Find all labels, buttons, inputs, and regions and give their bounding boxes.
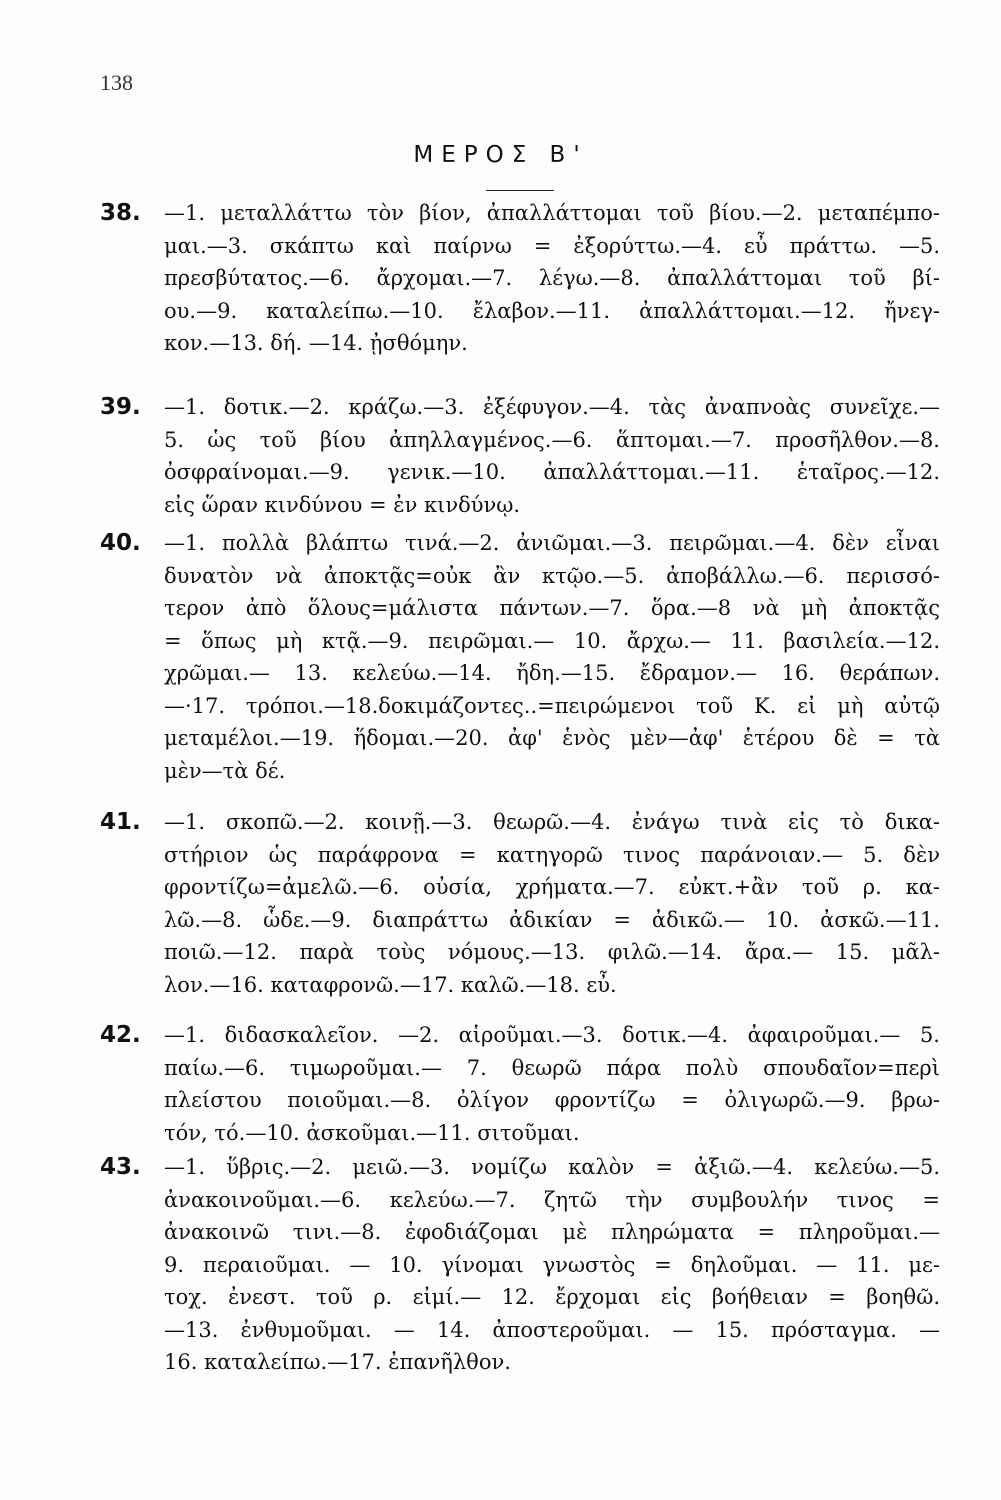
text-line: —·17. τρόποι.—18.δοκιμάζοντες..=πειρώμενοι τοῦ Κ. εἰ μὴ αὐτῷ [164, 693, 940, 718]
text-line: ἀνακοινῶ τινι.—8. ἐφοδιάζομαι μὲ πληρώματα = πληροῦμαι.— [164, 1220, 940, 1244]
exercise-entry [100, 1152, 940, 1380]
text-line: χρῶμαι.— 13. κελεύω.—14. ἤδη.—15. ἔδραμον.— 16. θεράπων. [164, 661, 940, 685]
text-line: πρεσβύτατος.—6. ἄρχομαι.—7. λέγω.—8. ἀπαλλάττομαι τοῦ βί- [164, 266, 940, 290]
text-line: μαι.—3. σκάπτω καὶ παίρνω = ἐξορύττω.—4. εὖ πράττω. —5. [164, 233, 940, 258]
text-line: ποιῶ.—12. παρὰ τοὺς νόμους.—13. φιλῶ.—14. ἄρα.— 15. μᾶλ- [164, 940, 940, 964]
exercise-number: 41. [100, 809, 141, 835]
exercise-entry [100, 807, 940, 1002]
text-line: —1. πολλὰ βλάπτω τινά.—2. ἀνιῶμαι.—3. πειρῶμαι.—4. δὲν εἶναι [164, 531, 940, 555]
text-line: —1. διδασκαλεῖον. —2. αἱροῦμαι.—3. δοτικ.—4. ἀφαιροῦμαι.— 5. [164, 1023, 940, 1047]
text-line: μεταμέλοι.—19. ἥδομαι.—20. ἀφ' ἑνὸς μὲν—ἀφ' ἑτέρου δὲ = τὰ [164, 726, 940, 750]
text-line: ὀσφραίνομαι.—9. γενικ.—10. ἀπαλλάττομαι.—11. ἑταῖρος.—12. [164, 460, 940, 484]
text-line: λῶ.—8. ὧδε.—9. διαπράττω ἀδικίαν = ἀδικῶ.— 10. ἀσκῶ.—11. [164, 907, 940, 932]
text-line: λον.—16. καταφρονῶ.—17. καλῶ.—18. εὖ. [164, 972, 617, 997]
text-line: 9. περαιοῦμαι. — 10. γίνομαι γνωστὸς = δηλοῦμαι. — 11. με- [164, 1252, 940, 1277]
section-title: ΜΕΡΟΣ Β' [413, 142, 588, 168]
exercise-entry [100, 392, 940, 522]
text-line: —1. μεταλλάττω τὸν βίον, ἀπαλλάττομαι τοῦ βίου.—2. μεταπέμπο- [164, 201, 940, 225]
title-divider [486, 190, 554, 191]
exercise-entry [100, 1020, 940, 1150]
text-line: 16. καταλείπω.—17. ἐπανῆλθον. [164, 1350, 511, 1374]
exercise-number: 39. [100, 394, 141, 420]
text-line: φροντίζω=ἀμελῶ.—6. οὐσία, χρήματα.—7. εὐκτ.+ἂν τοῦ ρ. κα- [164, 875, 940, 899]
text-line: = ὅπως μὴ κτᾷ.—9. πειρῶμαι.— 10. ἄρχω.— 11. βασιλεία.—12. [164, 628, 940, 653]
exercise-number: 40. [100, 530, 141, 556]
text-line: τοχ. ἐνεστ. τοῦ ρ. εἰμί.— 12. ἔρχομαι εἰς βοήθειαν = βοηθῶ. [164, 1285, 940, 1309]
text-line: 5. ὡς τοῦ βίου ἀπηλλαγμένος.—6. ἅπτομαι.—7. προσῆλθον.—8. [164, 427, 940, 452]
text-line: μὲν—τὰ δέ. [164, 758, 286, 783]
text-line: ου.—9. καταλείπω.—10. ἔλαβον.—11. ἀπαλλάττομαι.—12. ἤνεγ- [164, 298, 940, 323]
text-line: παίω.—6. τιμωροῦμαι.— 7. θεωρῶ πάρα πολὺ σπουδαῖον=περὶ [164, 1055, 940, 1080]
text-line: κον.—13. δή. —14. ᾐσθόμην. [164, 331, 468, 355]
text-line: εἰς ὥραν κινδύνου = ἐν κινδύνῳ. [164, 492, 521, 517]
exercise-number: 43. [100, 1154, 141, 1180]
text-line: —1. σκοπῶ.—2. κοινῇ.—3. θεωρῶ.—4. ἐνάγω τινὰ εἰς τὸ δικα- [164, 810, 940, 834]
exercise-entry [100, 198, 940, 361]
text-line: —13. ἐνθυμοῦμαι. — 14. ἀποστεροῦμαι. — 15. πρόσταγμα. — [164, 1317, 940, 1342]
text-line: στήριον ὡς παράφρονα = κατηγορῶ τινος παράνοιαν.— 5. δὲν [164, 842, 940, 867]
text-line: δυνατὸν νὰ ἀποκτᾷς=οὐκ ἂν κτῷο.—5. ἀποβάλλω.—6. περισσό- [164, 563, 940, 588]
text-line: τόν, τό.—10. ἀσκοῦμαι.—11. σιτοῦμαι. [164, 1120, 580, 1145]
exercise-number: 38. [100, 200, 141, 226]
text-line: τερον ἀπὸ ὅλους=μάλιστα πάντων.—7. ὅρα.—8 νὰ μὴ ἀποκτᾷς [164, 596, 940, 620]
page-number: 138 [100, 70, 133, 95]
text-line: πλείστου ποιοῦμαι.—8. ὀλίγον φροντίζω = ὀλιγωρῶ.—9. βρω- [164, 1088, 940, 1112]
text-line: —1. ὕβρις.—2. μειῶ.—3. νομίζω καλὸν = ἀξιῶ.—4. κελεύω.—5. [164, 1155, 940, 1179]
exercise-number: 42. [100, 1022, 141, 1048]
text-line: ἀνακοινοῦμαι.—6. κελεύω.—7. ζητῶ τὴν συμβουλήν τινος = [164, 1187, 940, 1212]
exercise-entry [100, 528, 940, 788]
text-line: —1. δοτικ.—2. κράζω.—3. ἐξέφυγον.—4. τὰς ἀναπνοὰς συνεῖχε.— [164, 395, 940, 419]
